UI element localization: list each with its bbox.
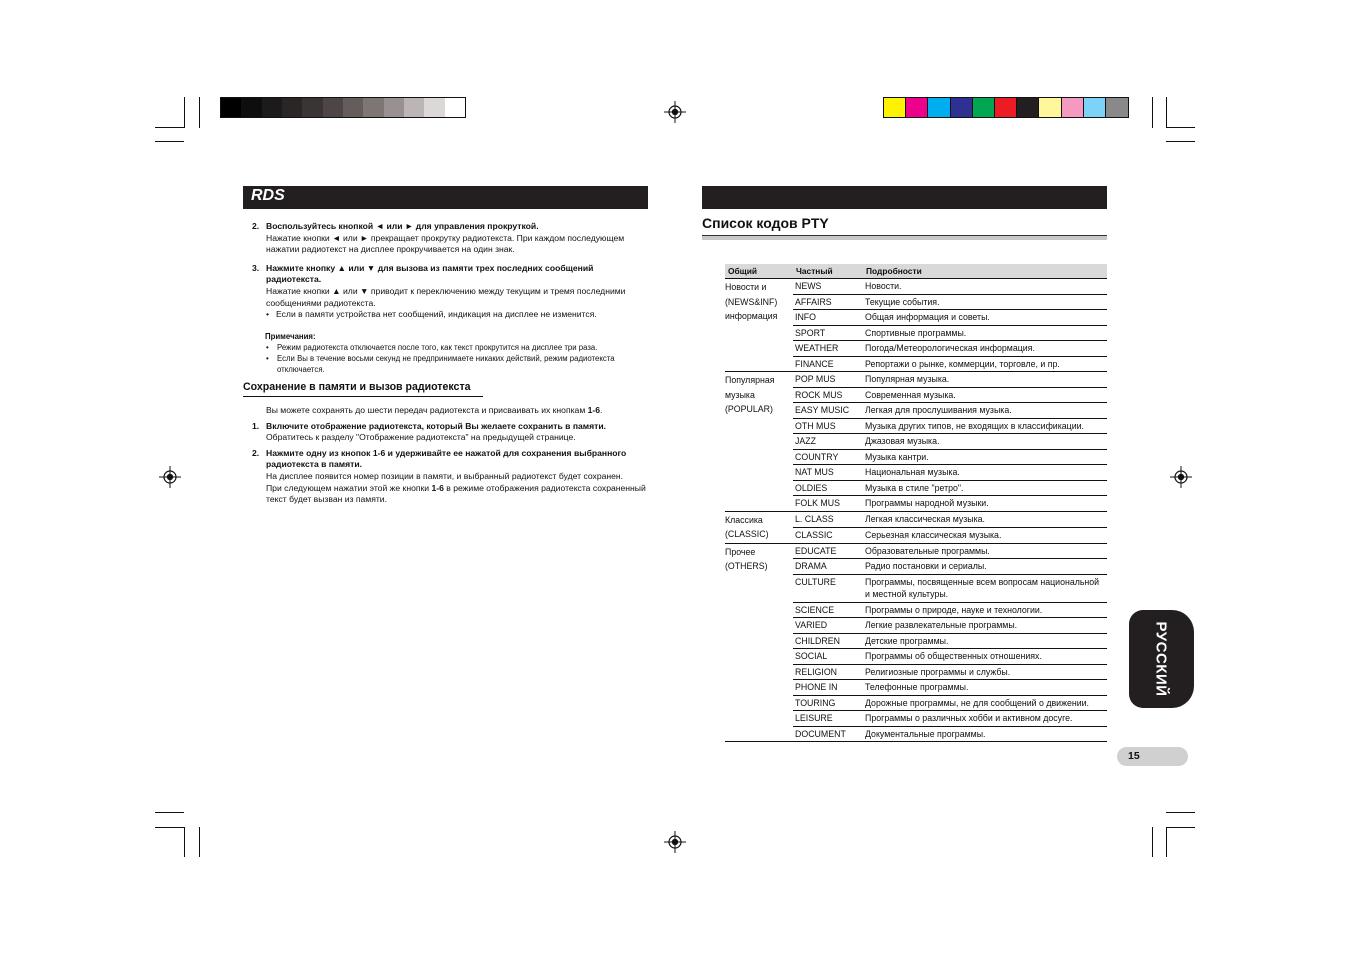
general-category-cell: [725, 543, 793, 742]
step-number: 1.: [252, 420, 260, 431]
color-swatch: [1062, 98, 1084, 117]
intro-bold: 1-6: [587, 405, 601, 415]
pty-code-cell: DRAMA: [793, 559, 863, 575]
section-title: RDS: [251, 187, 285, 204]
step-3-bullet: • Если в памяти устройства нет сообщений, индикация на дисплее не изменится.: [266, 309, 597, 320]
pty-detail-cell: Радио постановки и сериалы.: [863, 559, 1107, 575]
general-category-cell: [725, 511, 793, 543]
subheading-underline: [243, 396, 483, 397]
pty-detail-cell: Телефонные программы.: [863, 680, 1107, 696]
pty-code-cell: SPORT: [793, 325, 863, 341]
color-swatch: [1106, 98, 1128, 117]
pty-detail-cell: Программы об общественных отношениях.: [863, 649, 1107, 665]
pty-code-cell: CULTURE: [793, 574, 863, 602]
pty-code-cell: PHONE IN: [793, 680, 863, 696]
language-tab: [1129, 610, 1194, 708]
pty-code-cell: POP MUS: [793, 372, 863, 388]
table-header-row: [725, 264, 1107, 279]
section-header-band: [243, 186, 648, 209]
pty-code-cell: EDUCATE: [793, 543, 863, 559]
pty-code-cell: SOCIAL: [793, 649, 863, 665]
pty-code-cell: INFO: [793, 310, 863, 326]
step-number: 2.: [252, 447, 260, 458]
pty-detail-cell: Общая информация и советы.: [863, 310, 1107, 326]
step-3: [243, 263, 648, 309]
left-column-memory: [243, 405, 648, 506]
pty-code-cell: OLDIES: [793, 480, 863, 496]
pty-code-cell: AFFAIRS: [793, 294, 863, 310]
general-category-text: музыка: [725, 389, 755, 400]
grayscale-swatch: [404, 98, 424, 117]
grayscale-swatch: [445, 98, 465, 117]
pty-code-cell: SCIENCE: [793, 602, 863, 618]
pty-code-cell: COUNTRY: [793, 449, 863, 465]
table-row: [725, 543, 1107, 559]
pty-title-rule: [702, 235, 1107, 240]
pty-code-cell: ROCK MUS: [793, 387, 863, 403]
left-column-instructions: [243, 221, 648, 375]
pty-detail-cell: Программы, посвященные всем вопросам национальной и местной культуры.: [863, 574, 1107, 602]
pty-detail-cell: Популярная музыка.: [863, 372, 1107, 388]
general-category-text: (POPULAR): [725, 404, 773, 414]
step-body: На дисплее появится номер позиции в памяти, и выбранный радиотекст будет сохранен.: [266, 470, 624, 481]
pty-detail-cell: Образовательные программы.: [863, 543, 1107, 559]
column-header: Общий: [725, 264, 793, 279]
pty-code-cell: FOLK MUS: [793, 496, 863, 512]
color-calibration-bar: [883, 97, 1129, 118]
pty-detail-cell: Спортивные программы.: [863, 325, 1107, 341]
general-category-text: (NEWS&INF): [725, 296, 778, 307]
pty-detail-cell: Джазовая музыка.: [863, 434, 1107, 450]
pty-detail-cell: Детские программы.: [863, 633, 1107, 649]
color-swatch: [906, 98, 928, 117]
step-number: 2.: [252, 221, 260, 231]
grayscale-swatch: [221, 98, 241, 117]
memory-step-2: [243, 448, 648, 506]
language-tab-label: РУССКИЙ: [1152, 621, 1170, 697]
registration-mark-icon: [159, 466, 181, 488]
registration-mark-icon: [664, 831, 686, 853]
note-item: • Если Вы в течение восьми секунд не предпринимаете никаких действий, режим радиотекста отключается.: [266, 354, 615, 375]
pty-detail-cell: Программы народной музыки.: [863, 496, 1107, 512]
pty-detail-cell: Документальные программы.: [863, 726, 1107, 742]
step-title: Воспользуйтесь кнопкой ◄ или ► для управления прокруткой.: [266, 221, 539, 231]
pty-detail-cell: Погода/Метеорологическая информация.: [863, 341, 1107, 357]
pty-code-cell: LEISURE: [793, 711, 863, 727]
grayscale-calibration-bar: [220, 97, 466, 118]
bullet-text: Если в памяти устройства нет сообщений, индикация на дисплее не изменится.: [276, 309, 597, 320]
step-body: Обратитесь к разделу "Отображение радиотекста" на предыдущей странице.: [266, 432, 576, 443]
pty-list-title: Список кодов PTY: [702, 215, 829, 231]
pty-detail-cell: Программы о природе, науке и технологии.: [863, 602, 1107, 618]
color-swatch: [884, 98, 906, 117]
grayscale-swatch: [384, 98, 404, 117]
pty-detail-cell: Музыка в стиле "ретро".: [863, 480, 1107, 496]
pty-detail-cell: Легкая для прослушивания музыка.: [863, 403, 1107, 419]
pty-detail-cell: Репортажи о рынке, коммерции, торговле, и пр.: [863, 356, 1107, 372]
pty-detail-cell: Легкие развлекательные программы.: [863, 618, 1107, 634]
pty-detail-cell: Музыка других типов, не входящих в классификации.: [863, 418, 1107, 434]
pty-code-cell: FINANCE: [793, 356, 863, 372]
note-text: Режим радиотекста отключается после того, как текст прокрутится на дисплее три раза.: [277, 343, 598, 353]
step-body: Нажатие кнопки ◄ или ► прекращает прокрутку радиотекста. При каждом последующем нажатии радиотекст на дисплее прокручивается на один знак.: [266, 232, 625, 255]
column-header: Частный: [793, 264, 863, 279]
column-header: Подробности: [863, 264, 1107, 279]
grayscale-swatch: [302, 98, 322, 117]
pty-code-cell: EASY MUSIC: [793, 403, 863, 419]
registration-mark-icon: [1170, 466, 1192, 488]
pty-code-cell: DOCUMENT: [793, 726, 863, 742]
color-swatch: [973, 98, 995, 117]
general-category-text: Классика: [725, 514, 763, 525]
color-swatch: [928, 98, 950, 117]
page-number: 15: [1128, 750, 1140, 762]
note-text: Если Вы в течение восьми секунд не предпринимаете никаких действий, режим радиотекста отключается.: [277, 354, 615, 375]
pty-detail-cell: Музыка кантри.: [863, 449, 1107, 465]
body-text: При следующем нажатии этой же кнопки: [266, 482, 432, 493]
pty-code-cell: JAZZ: [793, 434, 863, 450]
intro-suffix: .: [600, 405, 603, 415]
intro-text: Вы можете сохранять до шести передач радиотекста и присваивать их кнопкам: [266, 405, 588, 415]
table-row: [725, 372, 1107, 388]
section-header-band-right: [702, 186, 1107, 209]
color-swatch: [1017, 98, 1039, 117]
step-title: Нажмите кнопку ▲ или ▼ для вызова из памяти трех последних сообщений радиотекста.: [266, 262, 594, 285]
body-bold: 1-6: [431, 482, 444, 493]
step-body: Нажатие кнопки ▲ или ▼ приводит к переключению между текущим и тремя последними сообщениями радиотекста.: [266, 285, 626, 308]
grayscale-swatch: [282, 98, 302, 117]
grayscale-swatch: [323, 98, 343, 117]
registration-mark-icon: [664, 101, 686, 123]
pty-code-cell: NEWS: [793, 279, 863, 295]
notes-title: Примечания:: [265, 331, 316, 341]
grayscale-swatch: [363, 98, 383, 117]
pty-detail-cell: Программы о различных хобби и активном досуге.: [863, 711, 1107, 727]
page-number-pill: [1117, 747, 1188, 766]
general-category-text: информация: [725, 311, 778, 321]
pty-detail-cell: Дорожные программы, не для сообщений о движении.: [863, 695, 1107, 711]
pty-code-cell: NAT MUS: [793, 465, 863, 481]
subheading: Сохранение в памяти и вызов радиотекста: [243, 381, 471, 393]
color-swatch: [995, 98, 1017, 117]
pty-code-cell: OTH MUS: [793, 418, 863, 434]
pty-code-table: [725, 264, 1107, 742]
general-category-cell: [725, 372, 793, 512]
table-row: [725, 279, 1107, 295]
step-number: 3.: [252, 262, 260, 273]
general-category-text: (CLASSIC): [725, 529, 769, 539]
pty-code-cell: TOURING: [793, 695, 863, 711]
step-body-2: [266, 483, 648, 506]
pty-detail-cell: Легкая классическая музыка.: [863, 511, 1107, 527]
grayscale-swatch: [262, 98, 282, 117]
pty-detail-cell: Текущие события.: [863, 294, 1107, 310]
general-category-text: Новости и: [725, 282, 767, 292]
grayscale-swatch: [241, 98, 261, 117]
memory-step-1: [243, 421, 648, 444]
pty-code-cell: VARIED: [793, 618, 863, 634]
pty-detail-cell: Национальная музыка.: [863, 465, 1107, 481]
pty-detail-cell: Серьезная классическая музыка.: [863, 527, 1107, 543]
pty-code-cell: WEATHER: [793, 341, 863, 357]
body-text: в режиме отображения радиотекста сохраненный текст будет вызван из памяти.: [266, 482, 646, 505]
note-item: • Режим радиотекста отключается после того, как текст прокрутится на дисплее три раза.: [266, 343, 598, 353]
step-title: Включите отображение радиотекста, который Вы желаете сохранить в памяти.: [266, 420, 607, 431]
pty-code-cell: L. CLASS: [793, 511, 863, 527]
general-category-text: Популярная: [725, 375, 775, 385]
pty-detail-cell: Религиозные программы и службы.: [863, 664, 1107, 680]
grayscale-swatch: [424, 98, 444, 117]
step-2: [243, 221, 648, 256]
pty-code-cell: CLASSIC: [793, 527, 863, 543]
pty-code-cell: RELIGION: [793, 664, 863, 680]
general-category-cell: [725, 279, 793, 372]
color-swatch: [1084, 98, 1106, 117]
pty-detail-cell: Новости.: [863, 279, 1107, 295]
color-swatch: [951, 98, 973, 117]
pty-code-cell: CHILDREN: [793, 633, 863, 649]
memory-intro: [243, 405, 648, 417]
general-category-text: Прочее: [725, 546, 756, 557]
pty-detail-cell: Современная музыка.: [863, 387, 1107, 403]
color-swatch: [1039, 98, 1061, 117]
table-row: [725, 511, 1107, 527]
grayscale-swatch: [343, 98, 363, 117]
step-title: Нажмите одну из кнопок 1-6 и удерживайте ее нажатой для сохранения выбранного радиотекста в памяти.: [266, 447, 627, 470]
general-category-text: (OTHERS): [725, 561, 768, 571]
